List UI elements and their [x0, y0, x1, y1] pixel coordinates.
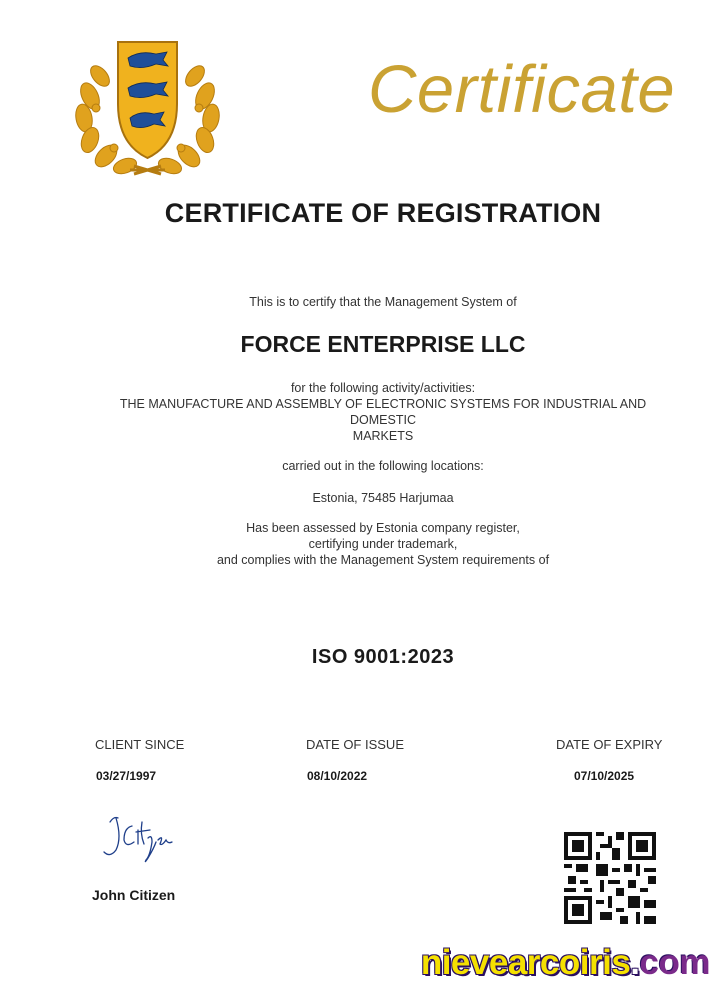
assessment-block	[0, 520, 720, 568]
watermark-suffix: com	[639, 943, 710, 982]
client-since-value: 03/27/1997	[96, 769, 157, 783]
assessment-line: and complies with the Management System requirements of	[216, 553, 550, 567]
company-name: FORCE ENTERPRISE LLC	[240, 331, 526, 357]
client-since-label: CLIENT SINCE	[95, 737, 185, 752]
watermark	[421, 943, 710, 983]
activity-line: for the following activity/activities:	[290, 381, 476, 395]
date-of-expiry-label: DATE OF EXPIRY	[556, 737, 663, 752]
date-of-issue-label: DATE OF ISSUE	[306, 737, 404, 752]
activity-line: MARKETS	[352, 429, 414, 443]
certificate-title: CERTIFICATE OF REGISTRATION	[164, 198, 602, 228]
iso-standard: ISO 9001:2023	[311, 646, 455, 668]
coat-of-arms-icon	[70, 36, 225, 178]
assessment-line: Has been assessed by Estonia company register,	[246, 521, 520, 535]
watermark-dot: .	[630, 943, 640, 982]
brand-title: Certificate	[368, 52, 676, 127]
activity-block	[0, 380, 720, 444]
signatory-name: John Citizen	[92, 887, 176, 903]
qr-code-icon	[564, 832, 656, 924]
locations-label: carried out in the following locations:	[282, 459, 484, 473]
location-value: Estonia, 75485 Harjumaa	[312, 491, 454, 505]
certify-intro: This is to certify that the Management System of	[249, 295, 517, 309]
activity-line: DOMESTIC	[350, 413, 416, 427]
date-of-issue-value: 08/10/2022	[307, 769, 368, 783]
signature	[98, 812, 178, 868]
activity-line: THE MANUFACTURE AND ASSEMBLY OF ELECTRONIC SYSTEMS FOR INDUSTRIAL AND	[119, 397, 647, 411]
watermark-prefix: nievearcoiris	[420, 943, 631, 982]
assessment-line: certifying under trademark,	[308, 537, 458, 551]
date-of-expiry-value: 07/10/2025	[574, 769, 635, 783]
